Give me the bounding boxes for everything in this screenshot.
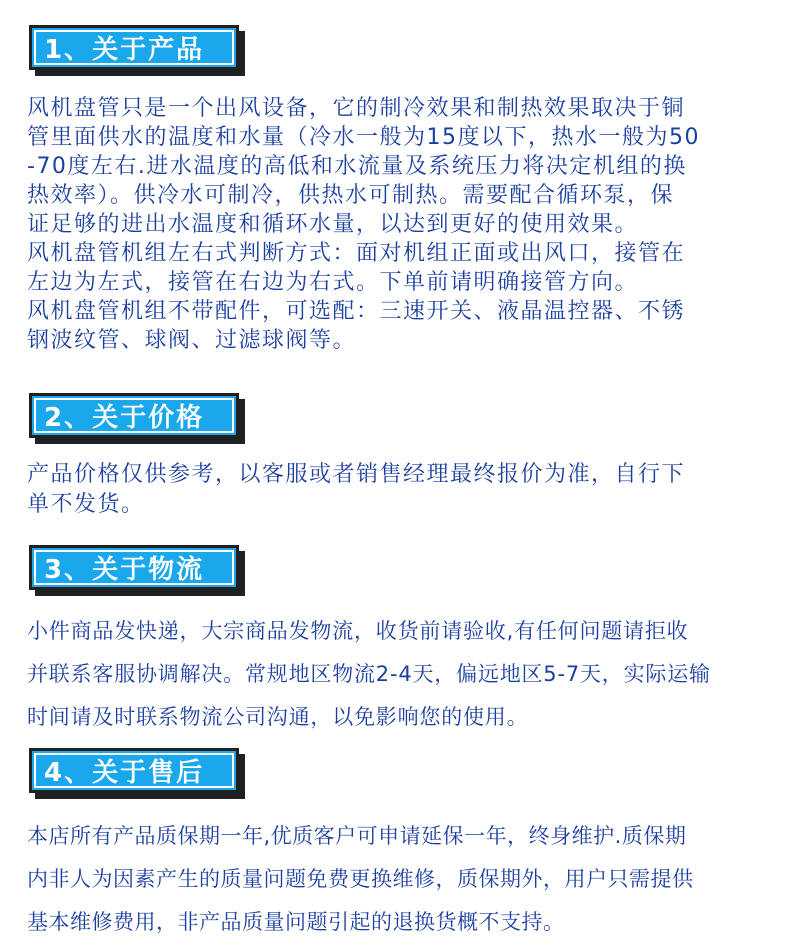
text-line: 热效率）。供冷水可制冷，供热水可制热。需要配合循环泵，保 xyxy=(27,183,675,208)
section-header-price xyxy=(29,393,239,438)
section-title-logistics: 3、关于物流 xyxy=(44,555,205,585)
text-line: 时间请及时联系物流公司沟通，以免影响您的使用。 xyxy=(27,705,529,729)
text-line: 小件商品发快递，大宗商品发物流，收货前请验收,有任何问题请拒收 xyxy=(27,619,689,643)
text-line: 本店所有产品质保期一年,优质客户可申请延保一年，终身维护.质保期 xyxy=(27,824,687,848)
section-body-product xyxy=(27,94,777,355)
section-body-price xyxy=(27,460,777,520)
text-line: 产品价格仅供参考，以客服或者销售经理最终报价为准，自行下 xyxy=(27,462,686,487)
section-header-logistics xyxy=(29,545,239,590)
section-body-logistics xyxy=(27,610,777,739)
text-line: 风机盘管机组不带配件，可选配：三速开关、液晶温控器、不锈 xyxy=(27,299,686,324)
section-title-product: 1、关于产品 xyxy=(44,35,205,65)
section-body-after-sales xyxy=(27,815,777,944)
text-line: 证足够的进出水温度和循环水量，以达到更好的使用效果。 xyxy=(27,212,639,237)
section-title-after-sales: 4、关于售后 xyxy=(44,758,205,788)
text-line: 内非人为因素产生的质量问题免费更换维修，质保期外，用户只需提供 xyxy=(27,867,694,891)
text-line: -70度左右.进水温度的高低和水流量及系统压力将决定机组的换 xyxy=(27,154,687,179)
text-line: 单不发货。 xyxy=(27,492,145,517)
text-line: 基本维修费用，非产品质量问题引起的退换货概不支持。 xyxy=(27,910,565,934)
text-line: 管里面供水的温度和水量（冷水一般为15度以下，热水一般为50 xyxy=(27,125,700,150)
text-line: 左边为左式，接管在右边为右式。下单前请明确接管方向。 xyxy=(27,270,639,295)
section-header-after-sales xyxy=(29,748,239,793)
section-title-price: 2、关于价格 xyxy=(44,403,205,433)
text-line: 风机盘管机组左右式判断方式：面对机组正面或出风口，接管在 xyxy=(27,241,686,266)
section-header-product xyxy=(29,25,239,70)
text-line: 风机盘管只是一个出风设备，它的制冷效果和制热效果取决于铜 xyxy=(27,96,686,121)
text-line: 钢波纹管、球阀、过滤球阀等。 xyxy=(27,328,357,353)
text-line: 并联系客服协调解决。常规地区物流2-4天，偏远地区5-7天，实际运输 xyxy=(27,662,711,686)
